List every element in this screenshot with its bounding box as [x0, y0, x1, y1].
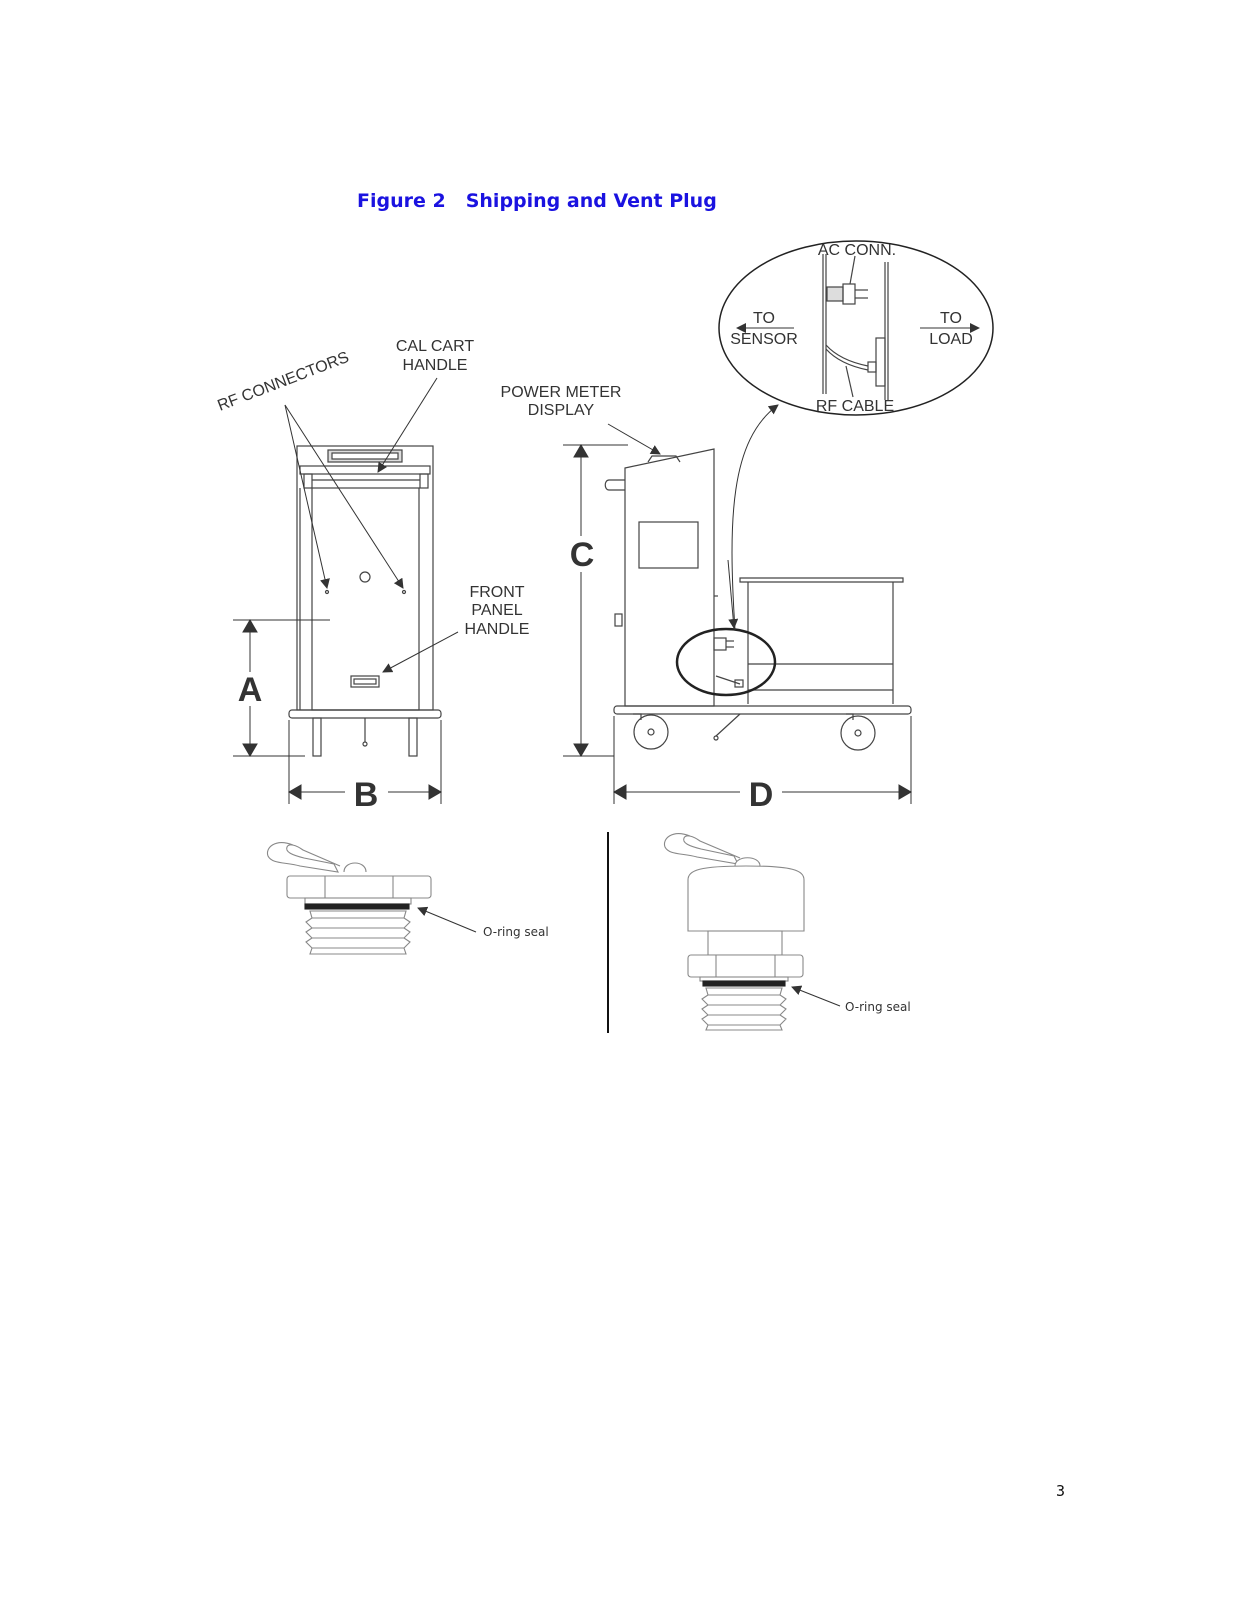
dimension-a-label: A [237, 671, 263, 709]
rf-connectors-label: RF CONNECTORS [215, 348, 352, 415]
detail-zoom-arrow [732, 405, 778, 630]
to-load-label-1: TO [940, 310, 962, 327]
oring-left-label: O-ring seal [483, 925, 549, 939]
front-panel-label-2: PANEL [471, 602, 523, 619]
rf-cable-label: RF CABLE [815, 398, 895, 415]
cal-cart-handle-label-1: CAL CART [395, 338, 475, 355]
figure-title: Shipping and Vent Plug [465, 190, 717, 212]
to-sensor-label-2: SENSOR [730, 331, 798, 348]
zoom-detail [719, 241, 993, 415]
dimension-c-label: C [569, 536, 595, 574]
power-meter-label-1: POWER METER [500, 384, 622, 401]
shipping-plug [267, 843, 431, 954]
vent-plug [664, 834, 804, 1030]
to-sensor-label-1: TO [753, 310, 775, 327]
oring-right-label: O-ring seal [845, 1000, 911, 1014]
to-load-label-2: LOAD [929, 331, 973, 348]
ac-conn-label: AC CONN. [817, 242, 897, 259]
side-view [605, 449, 911, 750]
oring-left-pointer [418, 908, 476, 932]
cal-cart-handle-label-2: HANDLE [402, 357, 468, 374]
dimension-c [563, 445, 628, 756]
figure-number: Figure 2 [357, 190, 446, 212]
power-meter-pointer [608, 424, 660, 454]
page-number: 3 [1056, 1482, 1066, 1500]
oring-right-pointer [792, 987, 840, 1006]
front-view [289, 446, 441, 756]
front-panel-label-3: HANDLE [464, 621, 530, 638]
rf-connector-pointers [285, 378, 458, 672]
front-panel-label-1: FRONT [469, 584, 525, 601]
power-meter-label-2: DISPLAY [527, 402, 595, 419]
dimension-b-label: B [353, 776, 379, 814]
dimension-d-label: D [748, 776, 774, 814]
